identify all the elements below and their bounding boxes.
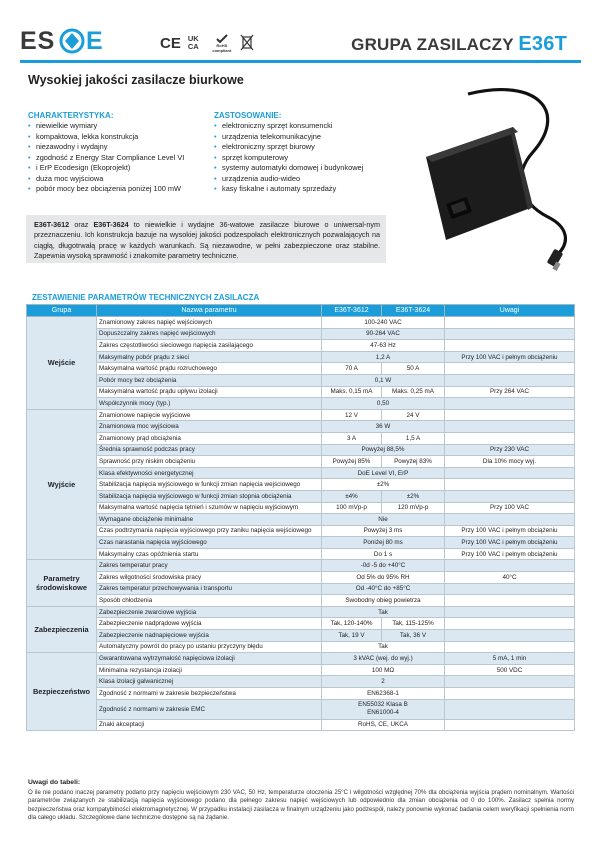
value-3624-cell: 24 V [382,409,445,421]
applications-list [214,121,404,195]
list-item: • systemy automatyki domowej i budynkowej [214,163,404,174]
list-item: • duża moc wyjściowa [28,174,218,185]
param-name-cell: Klasa efektywności energetycznej [97,467,322,479]
table-row [27,595,575,607]
param-name-cell: Średnia sprawność podczas pracy [97,444,322,456]
list-item: • pobór mocy bez obciążenia poniżej 100 mW [28,184,218,195]
col-header-3624: E36T-3624 [382,305,445,317]
param-name-cell: Znamionowy zakres napięć wejściowych [97,317,322,329]
check-icon [216,34,228,43]
value-3612-cell: 100 mVp-p [322,502,382,514]
table-row [27,409,575,421]
param-name-cell: Znaki akceptacji [97,719,322,731]
header-divider [20,60,581,63]
col-header-notes: Uwagi [445,305,575,317]
table-row [27,444,575,456]
group-cell: Bezpieczeństwo [27,653,97,731]
value-3612-cell: 3 A [322,432,382,444]
table-row [27,630,575,642]
param-name-cell: Zgodność z normami w zakresie bezpieczeństwa [97,688,322,700]
param-name-cell: Stabilizacja napięcia wyjściowego w funkcji zmian stopnia obciążenia [97,490,322,502]
value-cell: Tak [322,641,445,653]
value-cell: Powyżej 3 ms [322,525,445,537]
table-row [27,719,575,731]
param-name-cell: Zakres wilgotności środowiska pracy [97,572,322,584]
col-header-group: Grupa [27,305,97,317]
param-name-cell: Zgodność z normami w zakresie EMC [97,699,322,719]
table-row [27,606,575,618]
applications-section [214,111,404,195]
param-name-cell: Znamionowe napięcie wyjściowe [97,409,322,421]
table-row [27,421,575,433]
value-3624-cell: Tak, 36 V [382,630,445,642]
subtitle: Wysokiej jakości zasilacze biurkowe [28,73,244,87]
table-row [27,490,575,502]
value-cell: 3 kVAC (wej. do wyj.) [322,653,445,665]
notes-cell [445,409,575,421]
notes-heading: Uwagi do tabeli: [28,779,81,786]
notes-cell: Przy 100 VAC i pełnym obciążeniu [445,537,575,549]
notes-cell [445,432,575,444]
value-cell: -0d -5 do +40°C [322,560,445,572]
value-cell: 1,2 A [322,351,445,363]
power-supply-illustration [418,82,583,272]
notes-cell: 5 mA, 1 min [445,653,575,665]
value-3624-cell: Tak, 115-125% [382,618,445,630]
value-cell: Od -40°C do +85°C [322,583,445,595]
table-row [27,641,575,653]
table-row [27,363,575,375]
notes-cell [445,699,575,719]
model-1612: E36T-3612 [34,220,70,229]
value-cell: Tak [322,606,445,618]
notes-cell [445,340,575,352]
value-cell: Nie [322,514,445,526]
notes-cell: Przy 100 VAC [445,502,575,514]
value-cell: Powyżej 88,5% [322,444,445,456]
notes-cell [445,374,575,386]
param-name-cell: Dopuszczalny zakres napięć wejściowych [97,328,322,340]
notes-cell [445,606,575,618]
table-title: ZESTAWIENIE PARAMETRÓW TECHNICZNYCH ZASILACZA [32,293,260,302]
param-name-cell: Zabezpieczenie nadprądowe wyjścia [97,618,322,630]
spec-table-body [27,317,575,731]
applications-heading: ZASTOSOWANIE: [214,111,282,120]
table-row [27,548,575,560]
param-name-cell: Maksymalna wartość prądu upływu izolacji [97,386,322,398]
param-name-cell: Maksymalny pobór prądu z sieci [97,351,322,363]
list-item: • kompaktowa, lekka konstrukcja [28,132,218,143]
table-row [27,502,575,514]
param-name-cell: Maksymalna wartość prądu rozruchowego [97,363,322,375]
value-3612-cell: 70 A [322,363,382,375]
param-name-cell: Zakres częstotliwości sieciowego napięcia zasilającego [97,340,322,352]
value-cell: 36 W [322,421,445,433]
value-3612-cell: ±4% [322,490,382,502]
notes-cell [445,421,575,433]
value-3612-cell: 12 V [322,409,382,421]
notes-cell: Przy 264 VAC [445,386,575,398]
notes-cell: 40°C [445,572,575,584]
notes-cell: Przy 230 VAC [445,444,575,456]
table-row [27,386,575,398]
table-row [27,340,575,352]
power-supply-image [418,82,583,272]
value-cell: 100-240 VAC [322,317,445,329]
table-row [27,432,575,444]
table-row [27,514,575,526]
page-title [351,33,567,56]
description-text: to niewielkie i wydajne 36-watowe zasilacze biurowe o uniwersal-nym przeznaczeniu. Ich konstrukcja bazuje na wysokiej jakości podzespołach elektronicznych pozwalających na ciągłą, długotrwałą pracę w każdych warunkach. Są niezawodne, w pełni zabezpieczone oraz stabilne. Zapewnia wysoką sprawność i znakomite parametry techniczne. [34,220,380,260]
notes-cell: 500 VDC [445,664,575,676]
features-heading: CHARAKTERYSTYKA: [28,111,114,120]
value-3624-cell: ±2% [382,490,445,502]
notes-cell [445,467,575,479]
param-name-cell: Stabilizacja napięcia wyjściowego w funkcji zmian napięcia wejściowego [97,479,322,491]
param-name-cell: Znamionowa moc wyjściowa [97,421,322,433]
param-name-cell: Maksymalna wartość napięcia tętnień i szumów w napięciu wyjściowym [97,502,322,514]
param-name-cell: Gwarantowana wytrzymałość napięciowa izolacji [97,653,322,665]
value-cell: 2 [322,676,445,688]
value-cell: Poniżej 80 ms [322,537,445,549]
desc-conjunction: oraz [74,220,89,229]
param-name-cell: Wymagane obciążenie minimalne [97,514,322,526]
list-item: • niezawodny i wydajny [28,142,218,153]
list-item: • urządzenia telekomunikacyjne [214,132,404,143]
table-row [27,664,575,676]
notes-cell [445,676,575,688]
certification-marks [160,30,264,56]
value-3624-cell: 1,5 A [382,432,445,444]
value-cell: 0,50 [322,398,445,410]
value-cell: Swobodny obieg powietrza [322,595,445,607]
notes-cell [445,719,575,731]
table-row [27,676,575,688]
param-name-cell: Klasa izolacji galwanicznej [97,676,322,688]
param-name-cell: Zakres temperatur pracy [97,560,322,572]
table-row [27,583,575,595]
value-3612-cell: Tak, 120-140% [322,618,382,630]
notes-cell: Przy 100 VAC i pełnym obciążeniu [445,351,575,363]
value-cell: Do 1 s [322,548,445,560]
list-item: • niewielkie wymiary [28,121,218,132]
param-name-cell: Pobór mocy bez obciążenia [97,374,322,386]
value-cell: Od 5% do 95% RH [322,572,445,584]
table-row [27,572,575,584]
param-name-cell: Sposób chłodzenia [97,595,322,607]
table-row [27,560,575,572]
param-name-cell: Czas narastania napięcia wyjściowego [97,537,322,549]
param-name-cell: Minimalna rezystancja izolacji [97,664,322,676]
table-row [27,688,575,700]
features-section [28,111,218,195]
param-name-cell: Automatyczny powrót do pracy po ustaniu przyczyny błędu [97,641,322,653]
notes-cell [445,595,575,607]
value-cell: EN62368-1 [322,688,445,700]
notes-cell [445,398,575,410]
param-name-cell: Maksymalny czas opóźnienia startu [97,548,322,560]
notes-cell [445,328,575,340]
list-item: • kasy fiskalne i automaty sprzedaży [214,184,404,195]
weee-label: WEEE [260,42,264,44]
espe-logo-graphic [20,27,118,55]
table-row [27,328,575,340]
value-3612-cell: Powyżej 85% [322,456,382,468]
list-item: • elektroniczny sprzęt konsumencki [214,121,404,132]
notes-cell [445,641,575,653]
param-name-cell: Zakres temperatur przechowywania i transportu [97,583,322,595]
value-cell: EN55032 Klasa B EN61000-4 [322,699,445,719]
col-header-3612: E36T-3612 [322,305,382,317]
list-item: • sprzęt komputerowy [214,153,404,164]
table-row [27,479,575,491]
title-model: E36T [518,33,567,55]
group-cell: Parametry środowiskowe [27,560,97,606]
description-box [26,215,386,263]
value-3612-cell: Tak, 19 V [322,630,382,642]
param-name-cell: Współczynnik mocy (typ.) [97,398,322,410]
spec-table [26,304,575,731]
notes-text: O ile nie podano inaczej parametry podano przy napięciu wejściowym 230 VAC, 50 Hz, temperaturze otoczenia 25°C i wilgotności względnej 70% dla obciążenia wyjścia prądem nominalnym. Wartości parametrów związanych ze stabilizacją napięcia wyjściowego podano dla pełnego zakresu napięć wejściowych lub odpowiednio dla zmian obciążenia od 0 do 100%. Zasilacz spełnia normy bezpieczeństwa oraz kompatybilności elektromagnetycznej. W przypadku instalacji zasilacza w finalnym urządzeniu jako podzespół, należy ponownie wykonać badania celem weryfikacji spełnienia norm dla całego układu. Szczegółowe dane techniczne dostępne są na żądanie. [28,789,574,822]
group-cell: Zabezpieczenia [27,606,97,652]
notes-cell [445,583,575,595]
table-row [27,398,575,410]
value-3624-cell: Powyżej 83% [382,456,445,468]
weee-bin-icon [240,34,254,52]
table-row [27,618,575,630]
list-item: • urządzenia audio-wideo [214,174,404,185]
espe-logo [20,27,118,55]
list-item: • i ErP Ecodesign (Ekoprojekt) [28,163,218,174]
ce-mark: CE [160,34,181,52]
value-3612-cell: Maks. 0,15 mA [322,386,382,398]
value-3624-cell: Maks. 0,25 mA [382,386,445,398]
notes-cell [445,514,575,526]
value-cell: 0,1 W [322,374,445,386]
title-prefix: GRUPA ZASILACZY [351,35,514,54]
logo-text: ES•PE [20,58,24,59]
notes-cell: Przy 100 VAC i pełnym obciążeniu [445,525,575,537]
notes-cell [445,688,575,700]
group-cell: Wejście [27,317,97,410]
table-row [27,351,575,363]
ukca-mark: UK CA [187,34,199,51]
value-cell: 90-264 VAC [322,328,445,340]
list-item: • elektroniczny sprzęt biurowy [214,142,404,153]
group-cell: Wyjście [27,409,97,560]
param-name-cell: Znamionowy prąd obciążenia [97,432,322,444]
svg-text:ES: ES [20,27,56,55]
notes-cell [445,479,575,491]
value-cell: RoHS, CE, UKCA [322,719,445,731]
notes-cell [445,363,575,375]
table-row [27,699,575,719]
value-cell: 100 MΩ [322,664,445,676]
param-name-cell: Zabezpieczenie nadnapięciowe wyjścia [97,630,322,642]
col-header-param: Nazwa parametru [97,305,322,317]
table-row [27,317,575,329]
svg-text:E: E [86,27,103,55]
features-list [28,121,218,195]
list-item: • zgodność z Energy Star Compliance Level VI [28,153,218,164]
value-cell: DoE Level VI, ErP [322,467,445,479]
value-3624-cell: 120 mVp-p [382,502,445,514]
value-cell: ±2% [322,479,445,491]
model-3624: E36T-3624 [93,220,129,229]
notes-cell [445,317,575,329]
table-row [27,374,575,386]
param-name-cell: Sprawność przy niskim obciążeniu [97,456,322,468]
notes-cell [445,630,575,642]
rohs-label: RoHS compliant [212,42,232,53]
table-row [27,525,575,537]
notes-cell [445,490,575,502]
value-cell: 47-63 Hz [322,340,445,352]
notes-cell [445,560,575,572]
table-row [27,653,575,665]
notes-cell [445,618,575,630]
param-name-cell: Zabezpieczenie zwarciowe wyjścia [97,606,322,618]
notes-cell: Dla 10% mocy wyj. [445,456,575,468]
param-name-cell: Czas podtrzymania napięcia wyjściowego przy zaniku napięcia wejściowego [97,525,322,537]
table-row [27,537,575,549]
table-header-row [27,305,575,317]
table-row [27,456,575,468]
value-3624-cell: 50 A [382,363,445,375]
rohs-mark [211,34,233,53]
table-row [27,467,575,479]
notes-cell: Przy 100 VAC i pełnym obciążeniu [445,548,575,560]
